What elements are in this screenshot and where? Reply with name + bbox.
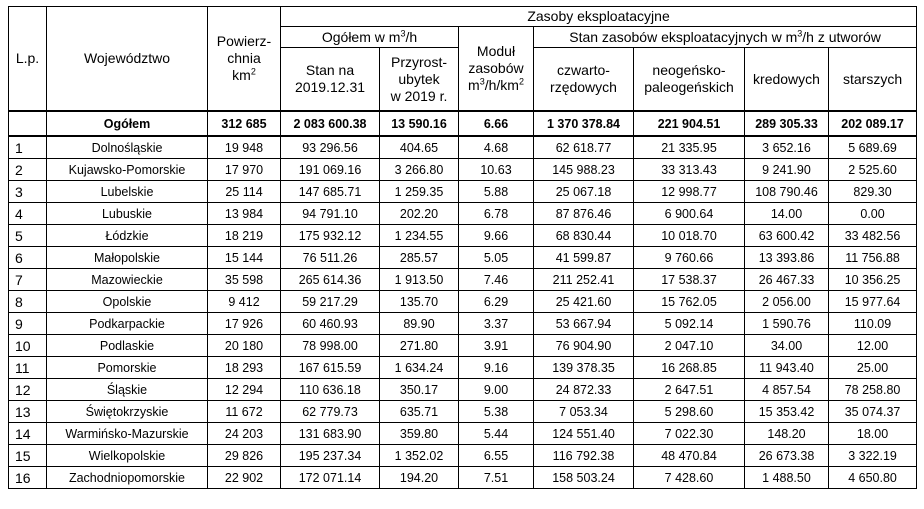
- cell-lp: 10: [9, 335, 47, 357]
- cell-starsze: 33 482.56: [829, 225, 917, 247]
- cell-kredowe: 148.20: [745, 423, 829, 445]
- cell-kredowe: 34.00: [745, 335, 829, 357]
- cell-name: Lubuskie: [47, 203, 208, 225]
- cell-modul: 9.16: [459, 357, 534, 379]
- cell-neogen: 7 022.30: [634, 423, 745, 445]
- cell-kredowe: 11 943.40: [745, 357, 829, 379]
- cell-czwarto: 76 904.90: [534, 335, 634, 357]
- cell-name: Opolskie: [47, 291, 208, 313]
- cell-kredowe: 15 353.42: [745, 401, 829, 423]
- cell-czwarto: 158 503.24: [534, 467, 634, 489]
- cell-area: 20 180: [208, 335, 281, 357]
- cell-starsze: 3 322.19: [829, 445, 917, 467]
- cell-name: Warmińsko-Mazurskie: [47, 423, 208, 445]
- cell-czwarto: 7 053.34: [534, 401, 634, 423]
- table-row: [9, 445, 917, 467]
- cell-modul: 5.88: [459, 181, 534, 203]
- cell-name: Zachodniopomorskie: [47, 467, 208, 489]
- cell-area: 17 970: [208, 159, 281, 181]
- cell-neogen: 5 092.14: [634, 313, 745, 335]
- cell-stan: 110 636.18: [281, 379, 380, 401]
- total-lp: [9, 111, 47, 136]
- cell-neogen: 5 298.60: [634, 401, 745, 423]
- cell-area: 22 902: [208, 467, 281, 489]
- cell-czwarto: 62 618.77: [534, 136, 634, 159]
- cell-stan: 167 615.59: [281, 357, 380, 379]
- table-row: [9, 247, 917, 269]
- cell-stan: 60 460.93: [281, 313, 380, 335]
- groundwater-resources-table: [8, 6, 917, 489]
- cell-area: 18 219: [208, 225, 281, 247]
- cell-area: 12 294: [208, 379, 281, 401]
- cell-name: Lubelskie: [47, 181, 208, 203]
- cell-starsze: 10 356.25: [829, 269, 917, 291]
- table-header: [9, 7, 917, 112]
- cell-starsze: 12.00: [829, 335, 917, 357]
- header-stan-zasobow: Stan zasobów eksploatacyjnych w $m^3/h$ z utworów: [534, 27, 917, 48]
- table-row: [9, 291, 917, 313]
- cell-czwarto: 53 667.94: [534, 313, 634, 335]
- total-przyrost: 13 590.16: [380, 111, 459, 136]
- cell-stan: 147 685.71: [281, 181, 380, 203]
- cell-neogen: 10 018.70: [634, 225, 745, 247]
- cell-modul: 3.37: [459, 313, 534, 335]
- cell-przyrost: 1 352.02: [380, 445, 459, 467]
- cell-modul: 9.00: [459, 379, 534, 401]
- cell-starsze: 15 977.64: [829, 291, 917, 313]
- cell-przyrost: 271.80: [380, 335, 459, 357]
- table-row: [9, 136, 917, 159]
- cell-modul: 6.55: [459, 445, 534, 467]
- cell-lp: 1: [9, 136, 47, 159]
- cell-lp: 11: [9, 357, 47, 379]
- cell-modul: 6.78: [459, 203, 534, 225]
- cell-area: 19 948: [208, 136, 281, 159]
- cell-lp: 3: [9, 181, 47, 203]
- cell-przyrost: 350.17: [380, 379, 459, 401]
- cell-stan: 195 237.34: [281, 445, 380, 467]
- cell-neogen: 21 335.95: [634, 136, 745, 159]
- header-powierzchnia: Powierz- chnia $km^2$: [208, 7, 281, 112]
- cell-stan: 93 296.56: [281, 136, 380, 159]
- cell-lp: 16: [9, 467, 47, 489]
- header-lp: L.p.: [9, 7, 47, 112]
- table-row: [9, 181, 917, 203]
- total-stan: 2 083 600.38: [281, 111, 380, 136]
- table-row: [9, 379, 917, 401]
- header-zasoby: Zasoby eksploatacyjne: [281, 7, 917, 27]
- header-przyrost: Przyrost- ubytek w 2019 r.: [380, 48, 459, 112]
- cell-stan: 175 932.12: [281, 225, 380, 247]
- cell-name: Kujawsko-Pomorskie: [47, 159, 208, 181]
- cell-czwarto: 211 252.41: [534, 269, 634, 291]
- cell-neogen: 6 900.64: [634, 203, 745, 225]
- cell-czwarto: 87 876.46: [534, 203, 634, 225]
- cell-lp: 13: [9, 401, 47, 423]
- cell-name: Pomorskie: [47, 357, 208, 379]
- cell-stan: 265 614.36: [281, 269, 380, 291]
- cell-stan: 172 071.14: [281, 467, 380, 489]
- table-row: [9, 225, 917, 247]
- cell-przyrost: 1 913.50: [380, 269, 459, 291]
- cell-area: 9 412: [208, 291, 281, 313]
- cell-name: Mazowieckie: [47, 269, 208, 291]
- cell-kredowe: 63 600.42: [745, 225, 829, 247]
- cell-modul: 7.46: [459, 269, 534, 291]
- cell-czwarto: 116 792.38: [534, 445, 634, 467]
- cell-lp: 7: [9, 269, 47, 291]
- cell-czwarto: 68 830.44: [534, 225, 634, 247]
- cell-area: 13 984: [208, 203, 281, 225]
- cell-lp: 5: [9, 225, 47, 247]
- cell-modul: 5.38: [459, 401, 534, 423]
- cell-neogen: 9 760.66: [634, 247, 745, 269]
- header-wojewodztwo: Województwo: [47, 7, 208, 112]
- table-row: [9, 269, 917, 291]
- cell-przyrost: 1 234.55: [380, 225, 459, 247]
- cell-lp: 2: [9, 159, 47, 181]
- cell-czwarto: 25 067.18: [534, 181, 634, 203]
- cell-modul: 10.63: [459, 159, 534, 181]
- header-starszych: starszych: [829, 48, 917, 112]
- cell-name: Wielkopolskie: [47, 445, 208, 467]
- cell-stan: 131 683.90: [281, 423, 380, 445]
- total-czwarto: 1 370 378.84: [534, 111, 634, 136]
- cell-lp: 6: [9, 247, 47, 269]
- table-row: [9, 423, 917, 445]
- cell-kredowe: 3 652.16: [745, 136, 829, 159]
- header-ogolem: Ogółem w $m^3/h$: [281, 27, 459, 48]
- cell-name: Podlaskie: [47, 335, 208, 357]
- cell-modul: 6.29: [459, 291, 534, 313]
- cell-area: 24 203: [208, 423, 281, 445]
- total-kredowe: 289 305.33: [745, 111, 829, 136]
- total-modul: 6.66: [459, 111, 534, 136]
- cell-area: 29 826: [208, 445, 281, 467]
- cell-kredowe: 108 790.46: [745, 181, 829, 203]
- cell-przyrost: 194.20: [380, 467, 459, 489]
- cell-name: Małopolskie: [47, 247, 208, 269]
- cell-kredowe: 9 241.90: [745, 159, 829, 181]
- cell-modul: 9.66: [459, 225, 534, 247]
- cell-kredowe: 4 857.54: [745, 379, 829, 401]
- cell-area: 15 144: [208, 247, 281, 269]
- table-row: [9, 203, 917, 225]
- header-kredowych: kredowych: [745, 48, 829, 112]
- cell-name: Podkarpackie: [47, 313, 208, 335]
- cell-przyrost: 1 259.35: [380, 181, 459, 203]
- cell-starsze: 25.00: [829, 357, 917, 379]
- header-czwartorzedowych: czwarto- rzędowych: [534, 48, 634, 112]
- cell-stan: 62 779.73: [281, 401, 380, 423]
- total-label: Ogółem: [47, 111, 208, 136]
- cell-starsze: 18.00: [829, 423, 917, 445]
- cell-lp: 4: [9, 203, 47, 225]
- cell-lp: 12: [9, 379, 47, 401]
- cell-przyrost: 135.70: [380, 291, 459, 313]
- cell-starsze: 110.09: [829, 313, 917, 335]
- total-area: 312 685: [208, 111, 281, 136]
- cell-neogen: 2 047.10: [634, 335, 745, 357]
- cell-kredowe: 26 673.38: [745, 445, 829, 467]
- header-modul: Moduł zasobów $m^3/h/km^2$: [459, 27, 534, 112]
- table-row: [9, 159, 917, 181]
- cell-area: 18 293: [208, 357, 281, 379]
- cell-kredowe: 1 590.76: [745, 313, 829, 335]
- cell-czwarto: 25 421.60: [534, 291, 634, 313]
- cell-czwarto: 41 599.87: [534, 247, 634, 269]
- cell-starsze: 11 756.88: [829, 247, 917, 269]
- cell-stan: 76 511.26: [281, 247, 380, 269]
- cell-neogen: 12 998.77: [634, 181, 745, 203]
- cell-neogen: 17 538.37: [634, 269, 745, 291]
- table-row: [9, 357, 917, 379]
- header-neogenskich: neogeńsko- paleogeńskich: [634, 48, 745, 112]
- table-row: [9, 335, 917, 357]
- cell-name: Śląskie: [47, 379, 208, 401]
- cell-starsze: 2 525.60: [829, 159, 917, 181]
- cell-czwarto: 24 872.33: [534, 379, 634, 401]
- cell-modul: 5.05: [459, 247, 534, 269]
- cell-przyrost: 3 266.80: [380, 159, 459, 181]
- cell-neogen: 7 428.60: [634, 467, 745, 489]
- cell-modul: 3.91: [459, 335, 534, 357]
- cell-neogen: 2 647.51: [634, 379, 745, 401]
- cell-kredowe: 26 467.33: [745, 269, 829, 291]
- cell-przyrost: 1 634.24: [380, 357, 459, 379]
- cell-przyrost: 202.20: [380, 203, 459, 225]
- cell-stan: 59 217.29: [281, 291, 380, 313]
- cell-stan: 94 791.10: [281, 203, 380, 225]
- table-row: [9, 401, 917, 423]
- cell-area: 25 114: [208, 181, 281, 203]
- cell-kredowe: 1 488.50: [745, 467, 829, 489]
- cell-lp: 9: [9, 313, 47, 335]
- total-starsze: 202 089.17: [829, 111, 917, 136]
- cell-przyrost: 635.71: [380, 401, 459, 423]
- total-neogen: 221 904.51: [634, 111, 745, 136]
- cell-name: Łódzkie: [47, 225, 208, 247]
- table-body: [9, 111, 917, 489]
- cell-stan: 191 069.16: [281, 159, 380, 181]
- cell-neogen: 48 470.84: [634, 445, 745, 467]
- table-container: [8, 6, 917, 489]
- cell-area: 17 926: [208, 313, 281, 335]
- cell-starsze: 5 689.69: [829, 136, 917, 159]
- cell-starsze: 78 258.80: [829, 379, 917, 401]
- cell-modul: 7.51: [459, 467, 534, 489]
- table-row: [9, 313, 917, 335]
- cell-starsze: 0.00: [829, 203, 917, 225]
- cell-przyrost: 89.90: [380, 313, 459, 335]
- cell-starsze: 4 650.80: [829, 467, 917, 489]
- cell-modul: 4.68: [459, 136, 534, 159]
- cell-stan: 78 998.00: [281, 335, 380, 357]
- cell-lp: 8: [9, 291, 47, 313]
- table-row: [9, 467, 917, 489]
- cell-name: Dolnośląskie: [47, 136, 208, 159]
- cell-name: Świętokrzyskie: [47, 401, 208, 423]
- cell-starsze: 829.30: [829, 181, 917, 203]
- cell-kredowe: 13 393.86: [745, 247, 829, 269]
- cell-lp: 15: [9, 445, 47, 467]
- cell-modul: 5.44: [459, 423, 534, 445]
- cell-kredowe: 2 056.00: [745, 291, 829, 313]
- cell-przyrost: 285.57: [380, 247, 459, 269]
- cell-przyrost: 404.65: [380, 136, 459, 159]
- cell-neogen: 15 762.05: [634, 291, 745, 313]
- total-row: [9, 111, 917, 136]
- cell-area: 35 598: [208, 269, 281, 291]
- cell-czwarto: 124 551.40: [534, 423, 634, 445]
- cell-area: 11 672: [208, 401, 281, 423]
- cell-czwarto: 139 378.35: [534, 357, 634, 379]
- header-stan-na: Stan na 2019.12.31: [281, 48, 380, 112]
- cell-neogen: 16 268.85: [634, 357, 745, 379]
- cell-przyrost: 359.80: [380, 423, 459, 445]
- cell-kredowe: 14.00: [745, 203, 829, 225]
- cell-lp: 14: [9, 423, 47, 445]
- cell-czwarto: 145 988.23: [534, 159, 634, 181]
- cell-starsze: 35 074.37: [829, 401, 917, 423]
- cell-neogen: 33 313.43: [634, 159, 745, 181]
